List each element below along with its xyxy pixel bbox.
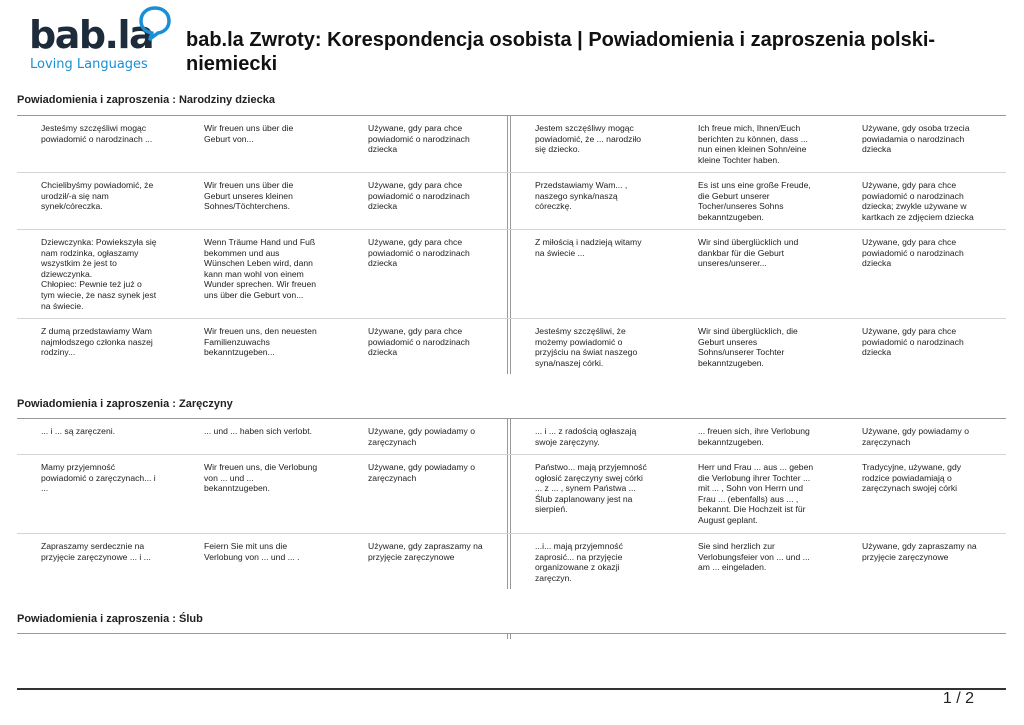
phrase-german: ... und ... haben sich verlobt. (204, 426, 312, 436)
phrase-polish: Mamy przyjemność powiadomić o zaręczynach... i ... (41, 462, 156, 494)
phrase-polish: Z dumą przedstawiamy Wam najmłodszego członka naszej rodziny... (41, 326, 153, 358)
phrase-polish: Państwo... mają przyjemność ogłosić zaręczyny swej córki ... z ... , synem Państwa ... Ślub zaplanowany jest na sierpień. (535, 462, 647, 515)
phrase-german: Es ist uns eine große Freude, die Geburt unserer Tocher/unseres Sohns bekanntzugeben. (698, 180, 811, 222)
section-rule (17, 115, 1006, 116)
speech-bubble-icon (137, 5, 173, 41)
row-separator (17, 454, 1006, 455)
row-separator (17, 229, 1006, 230)
phrase-usage: Tradycyjne, używane, gdy rodzice powiadamiają o zaręczynach swojej córki (862, 462, 962, 494)
row-separator (17, 172, 1006, 173)
page-number: 1 / 2 (942, 690, 974, 707)
phrase-polish: Przedstawiamy Wam... , naszego synka/naszą córeczkę. (535, 180, 628, 212)
logo-tagline: Loving Languages (30, 57, 148, 72)
phrase-polish: Jesteśmy szczęśliwi mogąc powiadomić o narodzinach ... (41, 123, 153, 144)
phrase-polish: ... i ... są zaręczeni. (41, 426, 116, 436)
phrase-usage: Używane, gdy powiadamy o zaręczynach (862, 426, 969, 447)
phrase-german: Wenn Träume Hand und Fuß bekommen und aus Wünschen Leben wird, dann kann man wohl von einem Wunder sprechen. Wir freuen uns über die Geburt von... (204, 237, 317, 300)
phrase-german: Wir freuen uns über die Geburt von... (204, 123, 294, 144)
phrase-german: Wir freuen uns über die Geburt unseres kleinen Sohnes/Töchterchens. (204, 180, 294, 212)
phrase-german: Wir freuen uns, den neuesten Familienzuwachs bekanntzugeben... (204, 326, 317, 358)
phrase-german: Feiern Sie mit uns die Verlobung von ... und ... . (204, 541, 300, 562)
babla-logo[interactable] (29, 5, 179, 75)
phrase-polish: Z miłością i nadzieją witamy na świecie ... (535, 237, 642, 258)
phrase-german: Wir freuen uns, die Verlobung von ... und ... bekanntzugeben. (204, 462, 318, 494)
phrase-polish: ... i ... z radością ogłaszają swoje zaręczyny. (535, 426, 637, 447)
section-heading: Powiadomienia i zaproszenia : Narodziny dziecka (17, 94, 275, 106)
phrase-usage: Używane, gdy para chce powiadomić o narodzinach dziecka (862, 326, 964, 358)
phrase-usage: Używane, gdy para chce powiadomić o narodzinach dziecka (862, 237, 964, 269)
column-divider (507, 115, 511, 374)
phrase-polish: ...i... mają przyjemność zaprosić... na przyjęcie organizowane z okazji zaręczyn. (535, 541, 623, 583)
phrase-usage: Używane, gdy powiadamy o zaręczynach (368, 462, 475, 483)
phrase-usage: Używane, gdy para chce powiadomić o narodzinach dziecka (368, 326, 470, 358)
phrase-polish: Jestem szczęśliwy mogąc powiadomić, że ... narodziło się dziecko. (535, 123, 642, 155)
phrase-usage: Używane, gdy powiadamy o zaręczynach (368, 426, 475, 447)
phrase-polish: Zapraszamy serdecznie na przyjęcie zaręczynowe ... i ... (41, 541, 151, 562)
page-title: bab.la Zwroty: Korespondencja osobista | Powiadomienia i zaproszenia polski-niemiecki (186, 29, 936, 75)
phrase-usage: Używane, gdy para chce powiadomić o narodzinach dziecka (368, 180, 470, 212)
phrase-usage: Używane, gdy para chce powiadomić o narodzinach dziecka; zwykle używane w kartkach ze zdjęciem dziecka (862, 180, 974, 222)
phrase-german: Ich freue mich, Ihnen/Euch berichten zu können, dass ... nun einen kleinen Sohn/eine kleine Tochter haben. (698, 123, 808, 165)
phrase-usage: Używane, gdy para chce powiadomić o narodzinach dziecka (368, 123, 470, 155)
column-divider (507, 633, 511, 639)
phrase-german: Sie sind herzlich zur Verlobungsfeier von ... und ... am ... eingeladen. (698, 541, 810, 573)
phrase-usage: Używane, gdy zapraszamy na przyjęcie zaręczynowe (862, 541, 977, 562)
phrase-usage: Używane, gdy zapraszamy na przyjęcie zaręczynowe (368, 541, 483, 562)
phrase-polish: Chcielibyśmy powiadomić, że urodził/-a się nam synek/córeczka. (41, 180, 154, 212)
phrase-usage: Używane, gdy osoba trzecia powiadamia o narodzinach dziecka (862, 123, 970, 155)
phrase-polish: Dziewczynka: Powiekszyła się nam rodzinka, ogłaszamy wszystkim że jest to dziewczynka. Chłopiec: Pewnie też już o tym wiecie, że nasz synek jest na świecie. (41, 237, 157, 311)
phrase-german: Wir sind überglücklich und dankbar für die Geburt unseres/unserer... (698, 237, 799, 269)
section-rule (17, 418, 1006, 419)
section-heading: Powiadomienia i zaproszenia : Ślub (17, 613, 203, 625)
footer-rule (17, 688, 1006, 690)
phrase-german: Wir sind überglücklich, die Geburt unseres Sohns/unserer Tochter bekanntzugeben. (698, 326, 798, 368)
phrase-polish: Jesteśmy szczęśliwi, że możemy powiadomić o przyjściu na świat naszego syna/naszej córki. (535, 326, 638, 368)
section-rule (17, 633, 1006, 634)
phrase-german: ... freuen sich, ihre Verlobung bekanntzugeben. (698, 426, 810, 447)
phrase-german: Herr und Frau ... aus ... geben die Verlobung ihrer Tochter ... mit ... , Sohn von Herrn und Frau ... (ebenfalls) aus ... , bekannt. Die Hochzeit ist für August geplant. (698, 462, 814, 525)
page-header (0, 0, 1024, 90)
row-separator (17, 318, 1006, 319)
section-heading: Powiadomienia i zaproszenia : Zaręczyny (17, 398, 233, 410)
logo-brand: bab.la (29, 13, 154, 57)
row-separator (17, 533, 1006, 534)
phrase-usage: Używane, gdy para chce powiadomić o narodzinach dziecka (368, 237, 470, 269)
column-divider (507, 418, 511, 589)
